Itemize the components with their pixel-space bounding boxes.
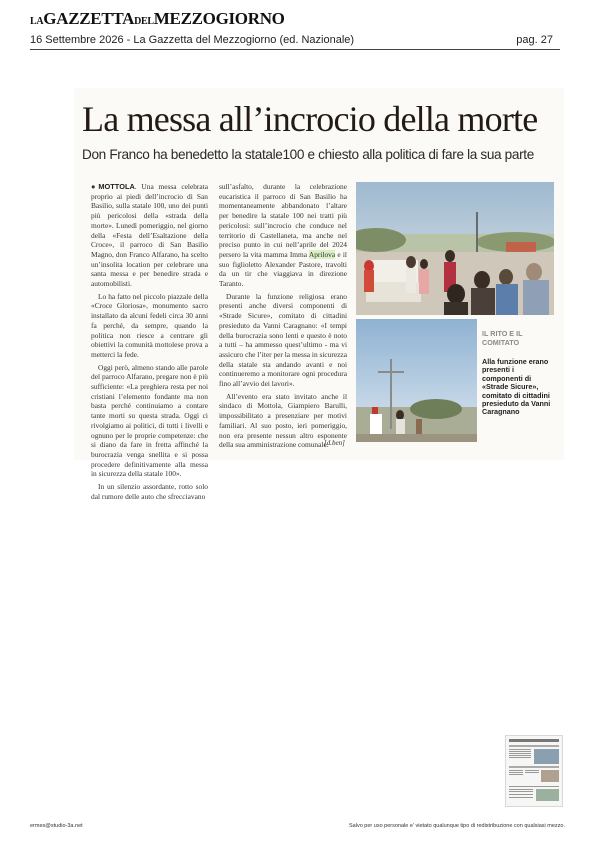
paragraph-7: All’evento era stato invitato anche il sindaco di Mottola, Giampiero Barulli, impossibilitato a presenziare per motivi familiari. Al suo posto, ieri pomeriggio, non era presente nessun altro esponente della sua amministrazione comunale. — [219, 391, 347, 450]
dateline: 16 Settembre 2026 - La Gazzetta del Mezzogiorno (ed. Nazionale) — [30, 34, 355, 46]
article-column-1 — [91, 182, 208, 505]
place-lead: MOTTOLA — [98, 182, 135, 191]
newspaper-masthead — [30, 9, 285, 29]
byline: [d.ben] — [324, 439, 345, 447]
photo-caption-title: IL RITO E IL COMITATO — [482, 329, 523, 347]
article-headline: La messa all’incrocio della morte — [82, 99, 538, 139]
highlighted-name: Aprilova — [308, 249, 336, 259]
paragraph-5-text-a: sull’asfalto, durante la celebrazione eucaristica il parroco di San Basilio ha momentaneamente abbandonato l’altare per benedire la statale 100 nei tratti più pericolosi: sull’incrocio che conduce nel territorio di Castellaneta, ma anche nel preciso punto in cui nell’aprile del 2024 persero la vita mamma Imma — [219, 182, 347, 259]
article-subhead: Don Franco ha benedetto la statale100 e chiesto alla politica di fare la sua parte — [82, 147, 534, 162]
header-rule — [30, 49, 560, 50]
paragraph-4: In un silenzio assordante, rotto solo dal rumore delle auto che sfrecciavano — [91, 482, 208, 501]
dateline-bullet: ● — [91, 182, 99, 191]
masthead-mezzogiorno: MEZZOGIORNO — [153, 9, 285, 28]
paragraph-2: Lo ha fatto nel piccolo piazzale della «Croce Gloriosa», monumento sacro installato da alcuni fedeli circa 30 anni fa perché, da sempre, quando la politica non riesce a centrare gli obiettivi la comunità mottolese prova a metterci la fede. — [91, 291, 208, 359]
masthead-del: DEL — [134, 16, 154, 27]
footer-copyright-notice: Salvo per uso personale e' vietato qualunque tipo di redistribuzione con qualsiasi mezzo. — [349, 823, 565, 829]
paragraph-5 — [219, 182, 347, 289]
paragraph-5-text-b: e il suo figlioletto Alexander Pastore, travolti da un tir che viaggiava in direzione Taranto. — [219, 249, 347, 289]
page-number: pag. 27 — [516, 34, 553, 46]
paragraph-6: Durante la funzione religiosa erano presenti anche diversi componenti di «Strade Sicure», comitato di cittadini presieduto da Vanni Caragnano: «I tempi della burocrazia sono lenti e questo è noto a tutti – ha ammesso quest’ultimo - ma vi assicuro che l’iter per la messa in sicurezza della statale sta andando avanti e noi continueremo a monitorare ogni procedura fino all’avvio dei lavori». — [219, 291, 347, 389]
photo-caption-body: Alla funzione erano presenti i componenti di «Strade Sicure», comitato di cittadini presieduto da Vanni Caragnano — [482, 357, 551, 417]
paragraph-3: Oggi però, almeno stando alle parole del parroco Alfarano, pregare non è più sufficiente: «La preghiera resta per noi cristiani l’elemento fondante ma non basta perché continuiamo a contare tante morti su questa strada. Oggi ci rivolgiamo ai politici, di tutti i livelli e ognuno per le proprie competenze: che si diano da fare in fretta affinché la burocrazia venga snellita e si possa procedere definitivamente alla messa in sicurezza della statale 100». — [91, 362, 208, 479]
photo-outdoor-mass — [356, 182, 554, 315]
footer-email: ermes@studio-3a.net — [30, 823, 83, 829]
photo-cross-blessing — [356, 319, 477, 442]
paragraph-1-text: . Una messa celebrata proprio ai piedi dell’incrocio di San Basilio, sulla statale 100, uno dei punti più pericolosi della «strada della morte». Lunedì pomeriggio, nel giorno della «Festa dell’Esaltazione della Croce», il parroco di San Basilio Magno, don Franco Alfarano, ha scelto un’insolita location per celebrare una santa messa e per benedire strada e automobilisti. — [91, 182, 208, 289]
page-thumbnail — [505, 735, 563, 807]
masthead-la: LA — [30, 16, 44, 27]
article-column-2 — [219, 182, 347, 453]
paragraph-1 — [91, 182, 208, 289]
masthead-gazzetta: GAZZETTA — [43, 9, 135, 28]
